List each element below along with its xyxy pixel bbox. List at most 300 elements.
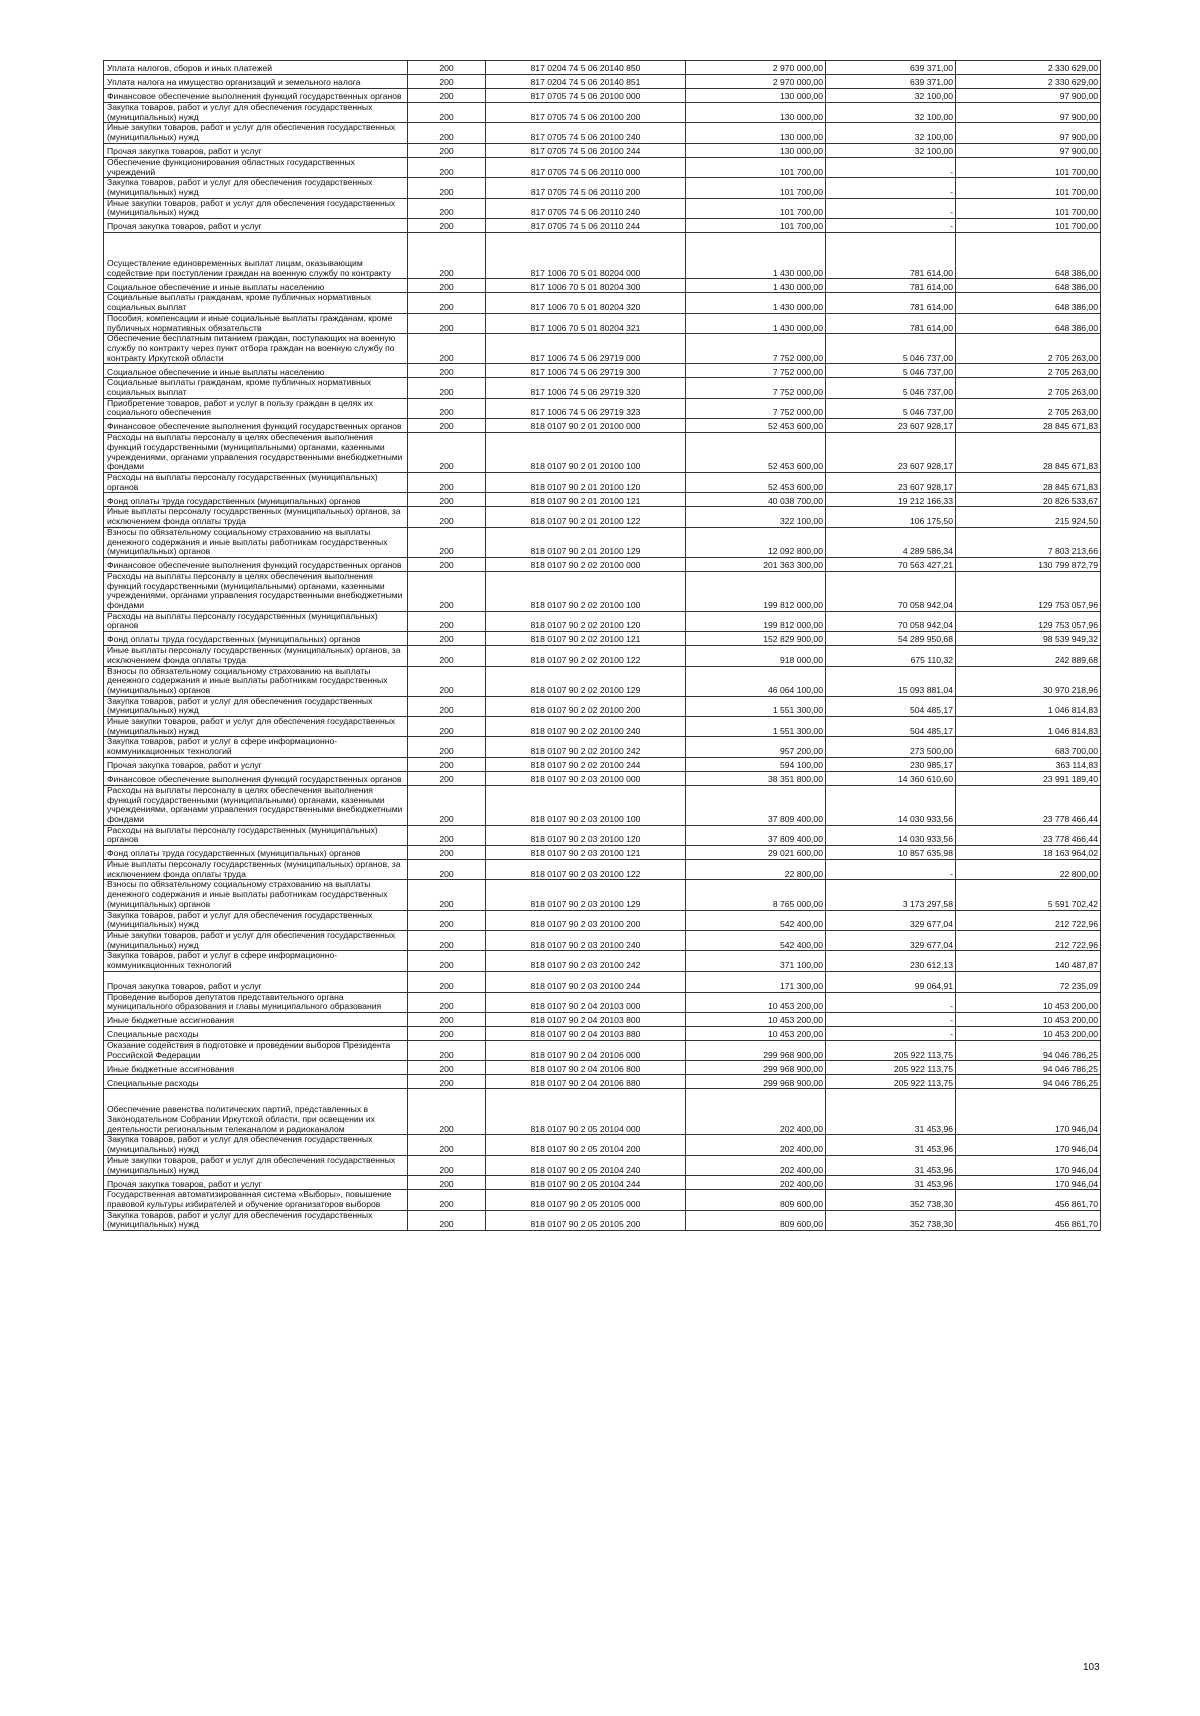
row-line-code: 200: [408, 378, 486, 398]
row-executed-amount: 504 485,17: [826, 717, 956, 737]
row-executed-amount: 504 485,17: [826, 696, 956, 716]
row-unexecuted-amount: 23 778 466,44: [956, 825, 1101, 845]
row-unexecuted-amount: 2 330 629,00: [956, 61, 1101, 75]
row-classification-code: 817 0705 74 5 06 20110 240: [486, 198, 686, 218]
table-row: [104, 1135, 1101, 1155]
row-executed-amount: 31 453,96: [826, 1135, 956, 1155]
row-unexecuted-amount: 94 046 786,25: [956, 1075, 1101, 1089]
row-approved-amount: 371 100,00: [686, 951, 826, 971]
row-executed-amount: -: [826, 157, 956, 177]
row-unexecuted-amount: 2 705 263,00: [956, 334, 1101, 364]
row-name: Иные закупки товаров, работ и услуг для обеспечения государственных (муниципальных) нужд: [104, 198, 408, 218]
row-classification-code: 817 1006 70 5 01 80204 300: [486, 279, 686, 293]
row-executed-amount: 329 677,04: [826, 931, 956, 951]
row-approved-amount: 101 700,00: [686, 157, 826, 177]
row-classification-code: 818 0107 90 2 04 20106 800: [486, 1061, 686, 1075]
row-approved-amount: 202 400,00: [686, 1089, 826, 1135]
table-row: [104, 419, 1101, 433]
row-name: Прочая закупка товаров, работ и услуг: [104, 143, 408, 157]
row-line-code: 200: [408, 419, 486, 433]
row-classification-code: 818 0107 90 2 04 20103 880: [486, 1026, 686, 1040]
table-row: [104, 1075, 1101, 1089]
budget-table: [103, 60, 1101, 1231]
row-unexecuted-amount: 648 386,00: [956, 313, 1101, 333]
row-line-code: 200: [408, 313, 486, 333]
table-row: [104, 507, 1101, 527]
row-unexecuted-amount: 28 845 671,83: [956, 433, 1101, 473]
row-executed-amount: 639 371,00: [826, 75, 956, 89]
row-line-code: 200: [408, 472, 486, 492]
row-classification-code: 818 0107 90 2 02 20100 240: [486, 717, 686, 737]
row-approved-amount: 918 000,00: [686, 646, 826, 666]
table-row: [104, 1155, 1101, 1175]
row-executed-amount: 31 453,96: [826, 1089, 956, 1135]
row-approved-amount: 1 551 300,00: [686, 717, 826, 737]
row-executed-amount: 23 607 928,17: [826, 433, 956, 473]
row-executed-amount: 31 453,96: [826, 1155, 956, 1175]
table-row: [104, 398, 1101, 418]
row-classification-code: 818 0107 90 2 01 20100 122: [486, 507, 686, 527]
row-executed-amount: 14 030 933,56: [826, 825, 956, 845]
row-executed-amount: 3 173 297,58: [826, 880, 956, 910]
row-executed-amount: 23 607 928,17: [826, 419, 956, 433]
table-row: [104, 757, 1101, 771]
table-row: [104, 971, 1101, 992]
table-row: [104, 880, 1101, 910]
table-row: [104, 123, 1101, 143]
row-executed-amount: -: [826, 860, 956, 880]
row-unexecuted-amount: 242 889,68: [956, 646, 1101, 666]
row-executed-amount: 781 614,00: [826, 293, 956, 313]
row-approved-amount: 7 752 000,00: [686, 398, 826, 418]
row-classification-code: 817 1006 70 5 01 80204 000: [486, 233, 686, 279]
row-line-code: 200: [408, 737, 486, 757]
row-unexecuted-amount: 28 845 671,83: [956, 472, 1101, 492]
row-name: Специальные расходы: [104, 1075, 408, 1089]
row-executed-amount: 5 046 737,00: [826, 334, 956, 364]
row-unexecuted-amount: 140 487,87: [956, 951, 1101, 971]
row-classification-code: 818 0107 90 2 03 20100 244: [486, 971, 686, 992]
row-name: Иные выплаты персоналу государственных (муниципальных) органов, за исключением фонда оплаты труда: [104, 646, 408, 666]
row-approved-amount: 12 092 800,00: [686, 527, 826, 557]
row-executed-amount: 70 563 427,21: [826, 557, 956, 571]
row-unexecuted-amount: 23 778 466,44: [956, 785, 1101, 825]
row-unexecuted-amount: 5 591 702,42: [956, 880, 1101, 910]
row-name: Социальные выплаты гражданам, кроме публичных нормативных социальных выплат: [104, 378, 408, 398]
row-approved-amount: 52 453 600,00: [686, 472, 826, 492]
row-classification-code: 817 0204 74 5 06 20140 850: [486, 61, 686, 75]
table-row: [104, 378, 1101, 398]
row-line-code: 200: [408, 825, 486, 845]
row-line-code: 200: [408, 1089, 486, 1135]
row-approved-amount: 7 752 000,00: [686, 378, 826, 398]
row-approved-amount: 2 970 000,00: [686, 61, 826, 75]
row-unexecuted-amount: 170 946,04: [956, 1089, 1101, 1135]
row-executed-amount: 5 046 737,00: [826, 378, 956, 398]
row-classification-code: 818 0107 90 2 03 20100 240: [486, 931, 686, 951]
row-name: Закупка товаров, работ и услуг для обеспечения государственных (муниципальных) нужд: [104, 1135, 408, 1155]
row-unexecuted-amount: 129 753 057,96: [956, 571, 1101, 611]
row-unexecuted-amount: 2 705 263,00: [956, 364, 1101, 378]
row-unexecuted-amount: 456 861,70: [956, 1190, 1101, 1210]
row-name: Расходы на выплаты персоналу в целях обеспечения выполнения функций государственными (муниципальными) органами, казенными учреждениями, органами управления государственными внебюджетными фондами: [104, 433, 408, 473]
row-line-code: 200: [408, 646, 486, 666]
table-row: [104, 1012, 1101, 1026]
row-executed-amount: 99 064,91: [826, 971, 956, 992]
row-line-code: 200: [408, 157, 486, 177]
row-approved-amount: 101 700,00: [686, 198, 826, 218]
row-classification-code: 818 0107 90 2 05 20104 200: [486, 1135, 686, 1155]
row-classification-code: 818 0107 90 2 04 20106 000: [486, 1040, 686, 1060]
row-classification-code: 818 0107 90 2 03 20100 129: [486, 880, 686, 910]
row-executed-amount: 10 857 635,98: [826, 846, 956, 860]
row-classification-code: 818 0107 90 2 03 20100 122: [486, 860, 686, 880]
table-row: [104, 571, 1101, 611]
row-line-code: 200: [408, 910, 486, 930]
row-approved-amount: 199 812 000,00: [686, 611, 826, 631]
row-executed-amount: 106 175,50: [826, 507, 956, 527]
row-name: Взносы по обязательному социальному страхованию на выплаты денежного содержания и иные выплаты работникам государственных (муниципальных) органов: [104, 880, 408, 910]
row-classification-code: 818 0107 90 2 05 20104 244: [486, 1176, 686, 1190]
row-line-code: 200: [408, 1210, 486, 1230]
row-executed-amount: 32 100,00: [826, 123, 956, 143]
row-executed-amount: 15 093 881,04: [826, 666, 956, 696]
row-name: Уплата налогов, сборов и иных платежей: [104, 61, 408, 75]
row-classification-code: 817 1006 74 5 06 29719 320: [486, 378, 686, 398]
row-line-code: 200: [408, 178, 486, 198]
table-row: [104, 951, 1101, 971]
table-row: [104, 233, 1101, 279]
row-unexecuted-amount: 72 235,09: [956, 971, 1101, 992]
row-line-code: 200: [408, 398, 486, 418]
row-name: Специальные расходы: [104, 1026, 408, 1040]
row-classification-code: 818 0107 90 2 04 20106 880: [486, 1075, 686, 1089]
table-row: [104, 1176, 1101, 1190]
row-line-code: 200: [408, 433, 486, 473]
row-classification-code: 818 0107 90 2 03 20100 000: [486, 771, 686, 785]
row-classification-code: 818 0107 90 2 05 20105 000: [486, 1190, 686, 1210]
table-row: [104, 1040, 1101, 1060]
row-name: Закупка товаров, работ и услуг для обеспечения государственных (муниципальных) нужд: [104, 696, 408, 716]
row-line-code: 200: [408, 123, 486, 143]
row-unexecuted-amount: 18 163 964,02: [956, 846, 1101, 860]
row-executed-amount: -: [826, 198, 956, 218]
row-name: Иные закупки товаров, работ и услуг для обеспечения государственных (муниципальных) нужд: [104, 1155, 408, 1175]
row-executed-amount: 205 922 113,75: [826, 1061, 956, 1075]
row-name: Иные закупки товаров, работ и услуг для обеспечения государственных (муниципальных) нужд: [104, 123, 408, 143]
row-line-code: 200: [408, 233, 486, 279]
row-line-code: 200: [408, 1012, 486, 1026]
row-executed-amount: 639 371,00: [826, 61, 956, 75]
table-row: [104, 198, 1101, 218]
row-classification-code: 818 0107 90 2 03 20100 121: [486, 846, 686, 860]
row-name: Проведение выборов депутатов представительного органа муниципального образования и главы муниципального образования: [104, 992, 408, 1012]
row-classification-code: 818 0107 90 2 05 20104 000: [486, 1089, 686, 1135]
row-classification-code: 817 1006 74 5 06 29719 300: [486, 364, 686, 378]
row-unexecuted-amount: 23 991 189,40: [956, 771, 1101, 785]
row-line-code: 200: [408, 860, 486, 880]
row-unexecuted-amount: 648 386,00: [956, 293, 1101, 313]
table-row: [104, 527, 1101, 557]
row-unexecuted-amount: 10 453 200,00: [956, 1026, 1101, 1040]
row-classification-code: 818 0107 90 2 03 20100 100: [486, 785, 686, 825]
row-unexecuted-amount: 170 946,04: [956, 1135, 1101, 1155]
row-executed-amount: 230 612,13: [826, 951, 956, 971]
row-line-code: 200: [408, 757, 486, 771]
row-approved-amount: 130 000,00: [686, 123, 826, 143]
row-classification-code: 817 0204 74 5 06 20140 851: [486, 75, 686, 89]
row-unexecuted-amount: 7 803 213,66: [956, 527, 1101, 557]
row-unexecuted-amount: 98 539 949,32: [956, 632, 1101, 646]
row-name: Расходы на выплаты персоналу в целях обеспечения выполнения функций государственными (муниципальными) органами, казенными учреждениями, органами управления государственными внебюджетными фондами: [104, 785, 408, 825]
row-unexecuted-amount: 648 386,00: [956, 279, 1101, 293]
row-approved-amount: 8 765 000,00: [686, 880, 826, 910]
row-name: Финансовое обеспечение выполнения функций государственных органов: [104, 419, 408, 433]
row-approved-amount: 2 970 000,00: [686, 75, 826, 89]
row-approved-amount: 202 400,00: [686, 1155, 826, 1175]
row-line-code: 200: [408, 951, 486, 971]
row-executed-amount: 352 738,30: [826, 1190, 956, 1210]
row-name: Социальные выплаты гражданам, кроме публичных нормативных социальных выплат: [104, 293, 408, 313]
row-classification-code: 818 0107 90 2 04 20103 800: [486, 1012, 686, 1026]
row-unexecuted-amount: 101 700,00: [956, 219, 1101, 233]
row-line-code: 200: [408, 571, 486, 611]
row-executed-amount: 32 100,00: [826, 143, 956, 157]
row-unexecuted-amount: 212 722,96: [956, 910, 1101, 930]
row-line-code: 200: [408, 75, 486, 89]
row-classification-code: 817 0705 74 5 06 20100 240: [486, 123, 686, 143]
row-approved-amount: 299 968 900,00: [686, 1061, 826, 1075]
row-executed-amount: 205 922 113,75: [826, 1075, 956, 1089]
row-approved-amount: 101 700,00: [686, 219, 826, 233]
row-unexecuted-amount: 97 900,00: [956, 143, 1101, 157]
row-name: Иные бюджетные ассигнования: [104, 1061, 408, 1075]
row-unexecuted-amount: 170 946,04: [956, 1155, 1101, 1175]
row-classification-code: 817 1006 74 5 06 29719 000: [486, 334, 686, 364]
row-approved-amount: 1 430 000,00: [686, 293, 826, 313]
row-line-code: 200: [408, 1040, 486, 1060]
table-row: [104, 157, 1101, 177]
row-classification-code: 818 0107 90 2 05 20104 240: [486, 1155, 686, 1175]
row-approved-amount: 10 453 200,00: [686, 1012, 826, 1026]
row-name: Социальное обеспечение и иные выплаты населению: [104, 279, 408, 293]
row-approved-amount: 809 600,00: [686, 1190, 826, 1210]
row-unexecuted-amount: 97 900,00: [956, 89, 1101, 103]
table-row: [104, 89, 1101, 103]
row-unexecuted-amount: 97 900,00: [956, 123, 1101, 143]
row-classification-code: 817 0705 74 5 06 20100 200: [486, 103, 686, 123]
row-name: Фонд оплаты труда государственных (муниципальных) органов: [104, 632, 408, 646]
row-name: Иные выплаты персоналу государственных (муниципальных) органов, за исключением фонда оплаты труда: [104, 860, 408, 880]
row-name: Закупка товаров, работ и услуг в сфере информационно-коммуникационных технологий: [104, 951, 408, 971]
row-executed-amount: 32 100,00: [826, 89, 956, 103]
row-line-code: 200: [408, 89, 486, 103]
row-classification-code: 818 0107 90 2 01 20100 100: [486, 433, 686, 473]
row-executed-amount: 781 614,00: [826, 279, 956, 293]
row-executed-amount: 19 212 166,33: [826, 493, 956, 507]
row-name: Пособия, компенсации и иные социальные выплаты гражданам, кроме публичных нормативных обязательств: [104, 313, 408, 333]
table-row: [104, 646, 1101, 666]
row-executed-amount: 205 922 113,75: [826, 1040, 956, 1060]
row-line-code: 200: [408, 1155, 486, 1175]
row-line-code: 200: [408, 493, 486, 507]
row-unexecuted-amount: 212 722,96: [956, 931, 1101, 951]
row-unexecuted-amount: 2 705 263,00: [956, 398, 1101, 418]
table-row: [104, 103, 1101, 123]
row-approved-amount: 130 000,00: [686, 103, 826, 123]
table-row: [104, 1210, 1101, 1230]
row-classification-code: 818 0107 90 2 01 20100 121: [486, 493, 686, 507]
row-name: Уплата налога на имущество организаций и земельного налога: [104, 75, 408, 89]
row-approved-amount: 299 968 900,00: [686, 1040, 826, 1060]
row-classification-code: 818 0107 90 2 02 20100 120: [486, 611, 686, 631]
row-line-code: 200: [408, 611, 486, 631]
table-body: [104, 61, 1101, 1231]
row-unexecuted-amount: 28 845 671,83: [956, 419, 1101, 433]
row-executed-amount: 5 046 737,00: [826, 398, 956, 418]
table-row: [104, 178, 1101, 198]
row-line-code: 200: [408, 103, 486, 123]
table-row: [104, 61, 1101, 75]
row-executed-amount: -: [826, 1026, 956, 1040]
table-row: [104, 931, 1101, 951]
table-row: [104, 334, 1101, 364]
row-approved-amount: 130 000,00: [686, 89, 826, 103]
table-row: [104, 433, 1101, 473]
table-row: [104, 1190, 1101, 1210]
row-name: Социальное обеспечение и иные выплаты населению: [104, 364, 408, 378]
row-name: Обеспечение равенства политических партий, представленных в Законодательном Собрании Иркутской области, при освещении их деятельности региональным телеканалом и радиоканалом: [104, 1089, 408, 1135]
row-line-code: 200: [408, 198, 486, 218]
row-line-code: 200: [408, 1176, 486, 1190]
table-row: [104, 219, 1101, 233]
row-line-code: 200: [408, 219, 486, 233]
table-row: [104, 860, 1101, 880]
row-unexecuted-amount: 456 861,70: [956, 1210, 1101, 1230]
row-classification-code: 818 0107 90 2 03 20100 242: [486, 951, 686, 971]
table-row: [104, 717, 1101, 737]
row-name: Осуществление единовременных выплат лицам, оказывающим содействие при поступлении граждан на военную службу по контракту: [104, 233, 408, 279]
row-executed-amount: 32 100,00: [826, 103, 956, 123]
row-line-code: 200: [408, 364, 486, 378]
row-executed-amount: 70 058 942,04: [826, 611, 956, 631]
row-classification-code: 818 0107 90 2 02 20100 122: [486, 646, 686, 666]
row-approved-amount: 38 351 800,00: [686, 771, 826, 785]
row-classification-code: 817 0705 74 5 06 20100 244: [486, 143, 686, 157]
table-row: [104, 632, 1101, 646]
row-line-code: 200: [408, 785, 486, 825]
row-unexecuted-amount: 129 753 057,96: [956, 611, 1101, 631]
row-executed-amount: 273 500,00: [826, 737, 956, 757]
row-approved-amount: 40 038 700,00: [686, 493, 826, 507]
row-approved-amount: 7 752 000,00: [686, 364, 826, 378]
row-executed-amount: 23 607 928,17: [826, 472, 956, 492]
row-approved-amount: 52 453 600,00: [686, 433, 826, 473]
row-unexecuted-amount: 97 900,00: [956, 103, 1101, 123]
row-name: Прочая закупка товаров, работ и услуг: [104, 757, 408, 771]
row-line-code: 200: [408, 971, 486, 992]
row-line-code: 200: [408, 143, 486, 157]
row-unexecuted-amount: 20 826 533,67: [956, 493, 1101, 507]
row-classification-code: 818 0107 90 2 02 20100 000: [486, 557, 686, 571]
row-executed-amount: 5 046 737,00: [826, 364, 956, 378]
row-classification-code: 818 0107 90 2 01 20100 000: [486, 419, 686, 433]
row-approved-amount: 130 000,00: [686, 143, 826, 157]
row-classification-code: 817 0705 74 5 06 20110 244: [486, 219, 686, 233]
row-classification-code: 818 0107 90 2 02 20100 129: [486, 666, 686, 696]
row-classification-code: 818 0107 90 2 04 20103 000: [486, 992, 686, 1012]
row-approved-amount: 7 752 000,00: [686, 334, 826, 364]
table-row: [104, 737, 1101, 757]
row-unexecuted-amount: 363 114,83: [956, 757, 1101, 771]
row-classification-code: 817 1006 74 5 06 29719 323: [486, 398, 686, 418]
table-row: [104, 293, 1101, 313]
row-name: Взносы по обязательному социальному страхованию на выплаты денежного содержания и иные выплаты работникам государственных (муниципальных) органов: [104, 527, 408, 557]
page-number: 103: [1083, 1662, 1100, 1673]
table-row: [104, 557, 1101, 571]
row-approved-amount: 52 453 600,00: [686, 419, 826, 433]
table-row: [104, 611, 1101, 631]
row-unexecuted-amount: 1 046 814,83: [956, 717, 1101, 737]
row-name: Иные закупки товаров, работ и услуг для обеспечения государственных (муниципальных) нужд: [104, 717, 408, 737]
row-unexecuted-amount: 22 800,00: [956, 860, 1101, 880]
row-unexecuted-amount: 10 453 200,00: [956, 1012, 1101, 1026]
row-line-code: 200: [408, 293, 486, 313]
row-approved-amount: 1 551 300,00: [686, 696, 826, 716]
row-classification-code: 818 0107 90 2 02 20100 121: [486, 632, 686, 646]
row-name: Закупка товаров, работ и услуг для обеспечения государственных (муниципальных) нужд: [104, 178, 408, 198]
row-unexecuted-amount: 1 046 814,83: [956, 696, 1101, 716]
table-row: [104, 1089, 1101, 1135]
row-approved-amount: 809 600,00: [686, 1210, 826, 1230]
row-name: Расходы на выплаты персоналу в целях обеспечения выполнения функций государственными (муниципальными) органами, казенными учреждениями, органами управления государственными внебюджетными фондами: [104, 571, 408, 611]
row-approved-amount: 37 809 400,00: [686, 825, 826, 845]
row-unexecuted-amount: 94 046 786,25: [956, 1040, 1101, 1060]
row-name: Иные закупки товаров, работ и услуг для обеспечения государственных (муниципальных) нужд: [104, 931, 408, 951]
row-executed-amount: 4 289 586,34: [826, 527, 956, 557]
row-classification-code: 818 0107 90 2 02 20100 244: [486, 757, 686, 771]
table-row: [104, 771, 1101, 785]
row-executed-amount: 329 677,04: [826, 910, 956, 930]
row-classification-code: 817 0705 74 5 06 20110 200: [486, 178, 686, 198]
row-name: Расходы на выплаты персоналу государственных (муниципальных) органов: [104, 611, 408, 631]
row-approved-amount: 542 400,00: [686, 931, 826, 951]
row-line-code: 200: [408, 334, 486, 364]
row-name: Обеспечение бесплатным питанием граждан, поступающих на военную службу по контракту через пункт отбора граждан на военную службу по контракту Иркутской области: [104, 334, 408, 364]
row-approved-amount: 322 100,00: [686, 507, 826, 527]
row-name: Финансовое обеспечение выполнения функций государственных органов: [104, 89, 408, 103]
row-executed-amount: 14 360 610,60: [826, 771, 956, 785]
table-row: [104, 666, 1101, 696]
row-approved-amount: 1 430 000,00: [686, 313, 826, 333]
row-approved-amount: 10 453 200,00: [686, 992, 826, 1012]
table-row: [104, 1026, 1101, 1040]
row-line-code: 200: [408, 527, 486, 557]
row-name: Прочая закупка товаров, работ и услуг: [104, 971, 408, 992]
row-executed-amount: 14 030 933,56: [826, 785, 956, 825]
row-classification-code: 817 1006 70 5 01 80204 320: [486, 293, 686, 313]
row-classification-code: 818 0107 90 2 01 20100 129: [486, 527, 686, 557]
table-row: [104, 992, 1101, 1012]
table-row: [104, 493, 1101, 507]
row-approved-amount: 22 800,00: [686, 860, 826, 880]
row-line-code: 200: [408, 632, 486, 646]
row-name: Закупка товаров, работ и услуг для обеспечения государственных (муниципальных) нужд: [104, 103, 408, 123]
row-name: Приобретение товаров, работ и услуг в пользу граждан в целях их социального обеспечения: [104, 398, 408, 418]
row-unexecuted-amount: 94 046 786,25: [956, 1061, 1101, 1075]
row-classification-code: 817 1006 70 5 01 80204 321: [486, 313, 686, 333]
row-line-code: 200: [408, 666, 486, 696]
